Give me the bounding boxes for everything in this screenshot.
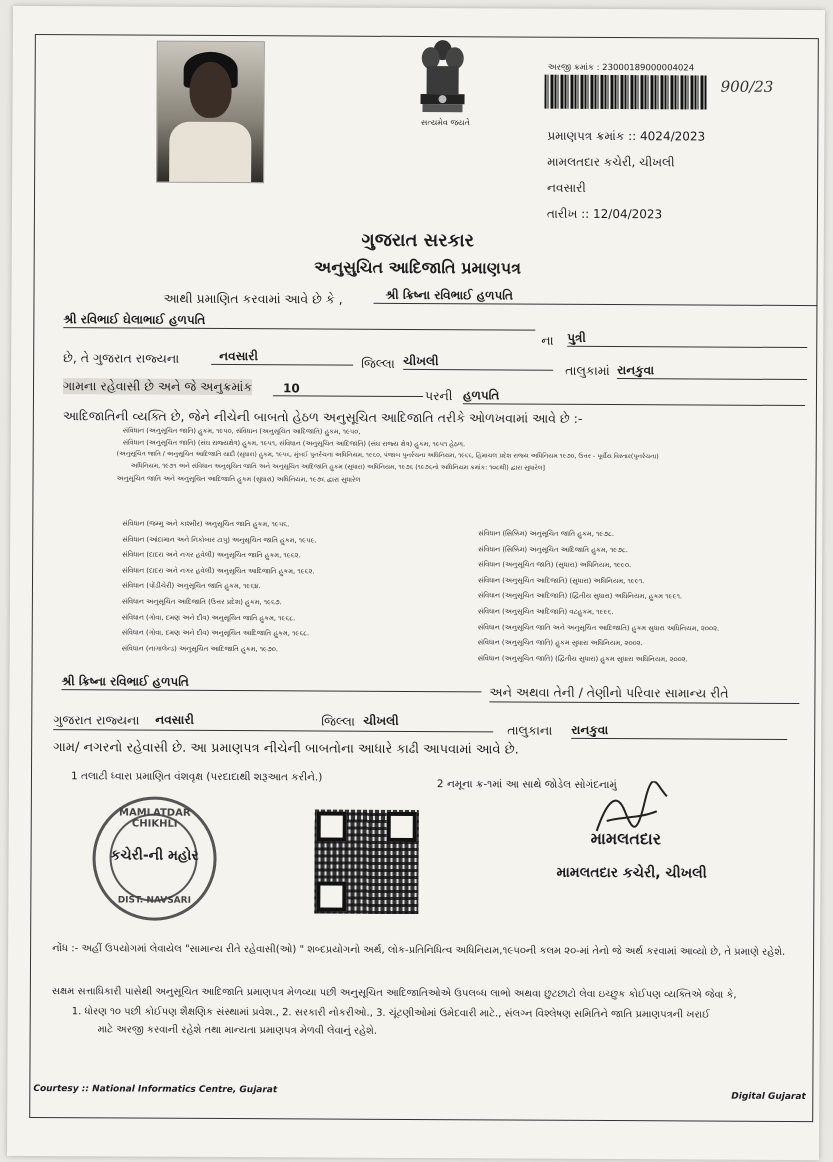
upon-text: પરની bbox=[424, 388, 453, 404]
district-label: જિલ્લા bbox=[361, 355, 395, 371]
application-number: અરજી ક્રમાંક : 23000189000004024 bbox=[547, 62, 695, 74]
footer-courtesy: Courtesy :: National Informatics Centre, Gujarat bbox=[33, 1084, 278, 1096]
authority-text: સક્ષમ સત્તાધિકારી પાસેથી અનુસૂચિત આદિજાતિ પ્રમાણપત્ર મેળવ્યા પછી અનુસૂચિત આદિજાતિઓએ ઉપલબ્ધ લાભો અથવા છુટછાટો લેવા ઇચ્છુક કોઈપણ વ્યક્તિએ જેવા કે, bbox=[51, 986, 737, 1001]
list-item: સંવિધાન (દાદરા અને નગર હવેલી) અનુસૂચિત આદિજાતિ હુકમ, ૧૯૬૨. bbox=[122, 566, 315, 576]
list-item: સંવિધાન (અનુસૂચિત જાતિ) (સુધારા) અધિનિયમ, ૧૯૯૦. bbox=[478, 560, 632, 570]
tribe-name: હળપતિ bbox=[463, 388, 805, 406]
person-name: શ્રી ક્રિષ્ના રવિભાઈ હળપતિ bbox=[373, 288, 817, 306]
recognized-text: આદિજાતિની વ્યક્તિ છે, જેને નીચેની બાબતો હેઠળ અનુસૂચિત આદિજાતિ તરીકે ઓળખવામાં આવે છે :- bbox=[62, 408, 583, 426]
list-item: સંવિધાન (આંદામાન અને નિકોબાર ટાપુ) અનુસૂચિત જાતિ હુકમ, ૧૯૫૯. bbox=[122, 535, 317, 545]
office-seal bbox=[92, 796, 217, 921]
list-item: સંવિધાન (સિક્કિમ) અનુસૂચિત જાતિ હુકમ, ૧૯૭૮. bbox=[478, 529, 615, 539]
list-item: સંવિધાન (પોંડીચેરી) અનુસૂચિત જાતિ હુકમ, ૧૯૬૪. bbox=[121, 581, 261, 591]
state-text-2: ગુજરાત રાજ્યના bbox=[53, 712, 140, 728]
father-name: શ્રી રવિભાઈ ઘેલાભાઈ હળપતિ bbox=[63, 312, 535, 330]
order-line: (અનુસૂચિત જાતિ / અનુસૂચિત આદિજાતિ યાદી (સુધારા) હુકમ, ૧૯૫૬, મુંબઈ પુનર્રચના અધિનિયમ, ૧૯૬૦, પંજાબ પુનર્રચના અધિનિયમ, ૧૯૬૬, હિમાચલ પ્રદેશ રાજ્ય અધિનિયમ ૧૯૭૦, ઉત્તર - પૂર્વીય વિસ્તાર(પુનર્રચના) bbox=[116, 450, 659, 461]
state-emblem-icon bbox=[412, 36, 472, 126]
family-text: અને અથવા તેની / તેણીનો પરિવાર સામાન્ય રીતે bbox=[489, 684, 729, 701]
footer-brand: Digital Gujarat bbox=[731, 1091, 806, 1103]
barcode bbox=[544, 75, 706, 110]
village-value-2: રાનકુવા bbox=[571, 723, 787, 740]
basis-item-1: 1 તલાટી ધ્વારા પ્રમાણિત વંશવૃક્ષ (પરદાદાથી શરૂઆત કરીને.) bbox=[70, 770, 323, 784]
signatory-office: મામલતદાર કચેરી, ચીખલી bbox=[556, 864, 707, 882]
certificate-title: અનુસુચિત આદિજાતિ પ્રમાણપત્ર bbox=[314, 257, 522, 278]
list-item: સંવિધાન (અનુસૂચિત જાતિ અને અનુસૂચિત આદિજાતિ) હુકમ સુધારા અધિનિયમ, ૨૦૦૨. bbox=[477, 622, 720, 633]
orders-list-left bbox=[122, 516, 443, 658]
relation: પુત્રી bbox=[567, 331, 807, 348]
order-line: સંવિધાન (અનુસૂચિત જાતિ) હુકમ, ૧૯૫૦, સંવિધાન (અનુસૂચિત આદિજાતિ) હુકમ, ૧૯૫૦, bbox=[122, 426, 361, 436]
list-item: સંવિધાન અનુસૂચિત આદિજાતિ (ઉત્તર પ્રદેશ) હુકમ, ૧૯૬૭. bbox=[121, 597, 282, 607]
order-line: અનુસૂચિત જાતિ અને અનુસૂચિત આદિજાતિ હુકમ (સુધારા) અધિનિયમ, ૧૯૭૬ દ્વારા સુધારેલ bbox=[116, 474, 361, 484]
state-text: છે, તે ગુજરાત રાજ્યના bbox=[63, 350, 180, 366]
list-item: સંવિધાન (સિક્કિમ) અનુસૂચિત આદિજાતિ હુકમ, ૧૯૭૮. bbox=[478, 544, 628, 554]
seal-bottom-text: DIST. NAVSARI bbox=[117, 895, 191, 906]
list-item: સંવિધાન (અનુસૂચિત જાતિ) હુકમ સુધારા અધિનિયમ, ૨૦૦૨. bbox=[477, 638, 643, 648]
emblem-caption: સત્યમેવ જયતે bbox=[420, 118, 470, 128]
taluka-label: તાલુકામાં bbox=[565, 362, 610, 379]
taluka-value-2: ચીખલી bbox=[363, 713, 399, 728]
seal-center-text: કચેરી-ની મહોર bbox=[110, 847, 199, 864]
government-title: ગુજરાત સરકાર bbox=[361, 229, 475, 252]
list-item: સંવિધાન (ગોવા, દમણ અને દીવ) અનુસૂચિત જાતિ હુકમ, ૧૯૬૮. bbox=[121, 613, 296, 622]
list-item: સંવિધાન (જમ્મુ અને કાશ્મીર) અનુસૂચિત જાતિ હુકમ, ૧૯૫૬. bbox=[122, 519, 290, 529]
basis-text: ગામ/ નગરનો રહેવાસી છે. આ પ્રમાણપત્ર નીચેની બાબતોના આધારે કાઢી આપવામાં આવે છે. bbox=[53, 740, 519, 758]
order-lines bbox=[116, 424, 803, 488]
district-value-2: નવસારી bbox=[155, 712, 195, 727]
orders-list-right bbox=[478, 526, 799, 668]
certificate-number: પ્રમાણપત્ર ક્રમાંક :: 4024/2023 bbox=[547, 128, 706, 144]
issuing-office: મામલતદાર કચેરી, ચીખલી bbox=[547, 154, 675, 170]
applicant-photo bbox=[156, 41, 265, 184]
district-value: નવસારી bbox=[211, 349, 353, 366]
person-name-repeat: શ્રી ક્રિષ્ના રવિભાઈ હળપતિ bbox=[61, 674, 481, 692]
resident-text: ગામના રહેવાસી છે અને જે અનુક્રમાંક bbox=[62, 378, 253, 395]
list-item: સંવિધાન (અનુસૂચિત જાતિ) (દ્વિતીય સુધારા) હુકમ સુધારા અધિનિયમ, ૨૦૦૨. bbox=[477, 654, 688, 664]
seal-top-text: MAMLATDAR CHIKHLI bbox=[118, 807, 191, 830]
purpose-point-continued: માટે અરજી કરવાની રહેશે તથા માન્યતા પ્રમાણપત્ર મેળવી લેવાનું રહેશે. bbox=[97, 1024, 378, 1037]
list-item: સંવિધાન (નાગાલેન્ડ) અનુસૂચિત આદિજાતિ હુકમ, ૧૯૭૦. bbox=[121, 644, 279, 654]
certify-text: આથી પ્રમાણિત કરવામાં આવે છે કે , bbox=[163, 290, 343, 307]
list-item: સંવિધાન (અનુસૂચિત આદિજાતિ) (સુધારા) અધિનિયમ, ૧૯૯૧. bbox=[477, 576, 645, 585]
order-line: સંવિધાન (અનુસૂચિત જાતિ) (સંઘ રાજ્યક્ષેત્ર) હુકમ, ૧૯૫૧, સંવિધાન (અનુસૂચિત આદિજાતિ) (સંઘ રાજ્ય ક્ષેત્ર) હુકમ, ૧૯૫૧ હેઠળ. bbox=[122, 438, 466, 449]
certificate-sheet bbox=[7, 6, 825, 1160]
note-text: નોંધ :- અહીં ઉપયોગમાં લેવાયેલ "સામાન્ય રીતે રહેવાસી(ઓ) " શબ્દપ્રયોગનો અર્થ, લોક-પ્રતિનિધિત્વ અધિનિયમ,૧૯૫૦ની કલમ ૨૦-માં તેનો જે અર્થ કરવામાં આવ્યો છે, તે પ્રમાણે રહેશે. bbox=[52, 943, 786, 958]
list-item: સંવિધાન (ગોવા, દમણ અને દીવ) અનુસૂચિત આદિજાતિ હુકમ, ૧૯૬૮. bbox=[121, 628, 310, 638]
village-value: રાનકુવા bbox=[617, 363, 807, 380]
issuing-district: નવસારી bbox=[547, 180, 586, 195]
order-line: અધિનિયમ, ૧૯૭૧ અને સંવિધાન અનુસૂચિત જાતિ અને અનુસૂચિત આદિજાતિ હુકમ (સુધારા) અધિનિયમ, ૧૯૭૬ (૧૯૭૬નો અધિનિયમ ક્રમાંક: ૧૦૮થી) દ્વારા સુધારેલ] bbox=[130, 462, 546, 472]
signatory-designation: મામલતદાર bbox=[590, 828, 662, 849]
purpose-point: 1. ધોરણ ૧૦ પછી કોઈપણ શૈક્ષણિક સંસ્થામાં પ્રવેશ., 2. સરકારી નોકરીઓ., 3. ચૂંટણીઓમાં ઉમેદવારી માટે., સંલગ્ન વિશ્લેષણ સમિતિને જાતિ પ્રમાણપત્રની ખરાઈ bbox=[71, 1006, 710, 1021]
list-item: સંવિધાન (દાદરા અને નગર હવેલી) અનુસૂચિત જાતિ હુકમ, ૧૯૬૨. bbox=[122, 550, 301, 560]
list-item: સંવિધાન (અનુસૂચિત આદિજાતિ) (દ્વિતીય સુધારા) અધિનિયમ, હુકમ ૧૯૯૧. bbox=[477, 591, 683, 601]
issue-date: તારીખ :: 12/04/2023 bbox=[546, 206, 663, 222]
district-label-2: જિલ્લા bbox=[321, 713, 355, 729]
verification-qr-code bbox=[314, 809, 419, 914]
taluka-label-2: તાલુકાના bbox=[507, 722, 553, 738]
list-item: સંવિધાન (અનુસૂચિત આદિજાતિ) વટહુકમ, ૧૯૯૬. bbox=[477, 607, 614, 617]
handwritten-number: 900/23 bbox=[720, 77, 774, 96]
relation-suffix: ના bbox=[541, 332, 554, 348]
serial-number: 10 bbox=[273, 381, 423, 397]
taluka-value: ચીખલી bbox=[403, 354, 553, 371]
basis-item-2: 2 નમૂના ક્ર-૧માં આ સાથે જોડેલ સોગંદનામું bbox=[436, 778, 617, 792]
